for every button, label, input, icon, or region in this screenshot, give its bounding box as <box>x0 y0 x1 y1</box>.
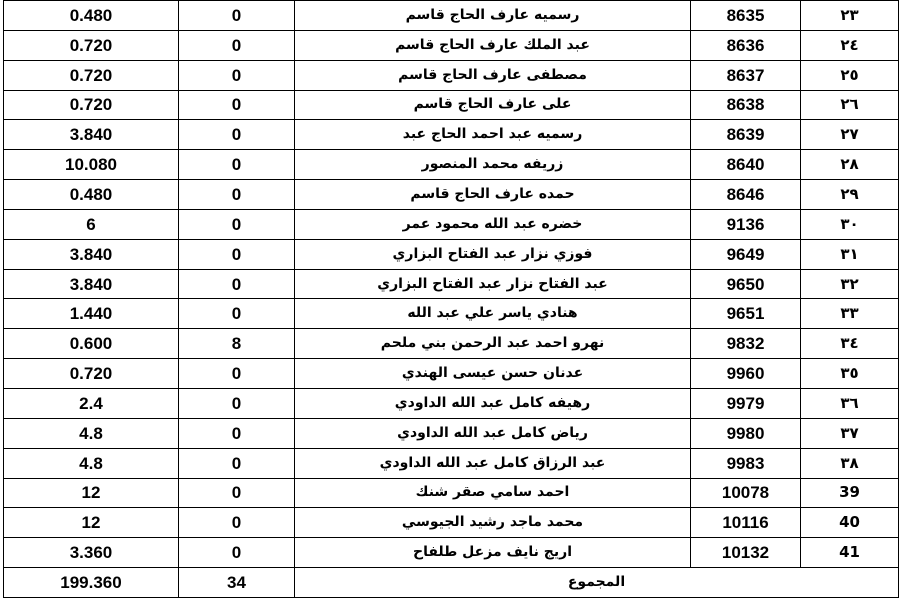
name-cell: عبد الفتاح نزار عبد الفتاح البزاري <box>295 269 691 299</box>
amount-cell: 0.720 <box>4 90 179 120</box>
amount-cell: 3.840 <box>4 120 179 150</box>
name-cell: احمد سامي صقر شنك <box>295 478 691 508</box>
table-row <box>4 299 899 329</box>
name-cell: رهيفه كامل عبد الله الداودي <box>295 388 691 418</box>
id-cell: 10132 <box>691 538 801 568</box>
count-cell: 0 <box>179 359 295 389</box>
table-row <box>4 90 899 120</box>
name-cell: على عارف الحاج قاسم <box>295 90 691 120</box>
table-body <box>4 1 899 598</box>
amount-cell: 6 <box>4 209 179 239</box>
total-amount-cell: 199.360 <box>4 568 179 598</box>
name-cell: رسميه عارف الحاج قاسم <box>295 1 691 31</box>
table-row <box>4 30 899 60</box>
count-cell: 0 <box>179 209 295 239</box>
seq-cell: ٣١ <box>801 239 899 269</box>
table-row <box>4 180 899 210</box>
id-cell: 9651 <box>691 299 801 329</box>
name-cell: عبد الرزاق كامل عبد الله الداودي <box>295 448 691 478</box>
amount-cell: 1.440 <box>4 299 179 329</box>
seq-cell: ٢٩ <box>801 180 899 210</box>
table-row <box>4 120 899 150</box>
seq-cell: ٣٧ <box>801 418 899 448</box>
table-row <box>4 538 899 568</box>
count-cell: 0 <box>179 478 295 508</box>
seq-cell: ٣٨ <box>801 448 899 478</box>
amount-cell: 3.360 <box>4 538 179 568</box>
id-cell: 10078 <box>691 478 801 508</box>
amount-cell: 0.720 <box>4 60 179 90</box>
id-cell: 9650 <box>691 269 801 299</box>
name-cell: عبد الملك عارف الحاج قاسم <box>295 30 691 60</box>
seq-cell: 41 <box>801 538 899 568</box>
land-shares-table <box>3 0 899 598</box>
table-row <box>4 269 899 299</box>
id-cell: 9983 <box>691 448 801 478</box>
total-count-cell: 34 <box>179 568 295 598</box>
count-cell: 0 <box>179 1 295 31</box>
seq-cell: ٣٥ <box>801 359 899 389</box>
count-cell: 0 <box>179 418 295 448</box>
amount-cell: 0.720 <box>4 30 179 60</box>
total-label-cell: المجموع <box>295 568 899 598</box>
table-row <box>4 60 899 90</box>
amount-cell: 12 <box>4 508 179 538</box>
count-cell: 0 <box>179 60 295 90</box>
id-cell: 8639 <box>691 120 801 150</box>
seq-cell: ٢٣ <box>801 1 899 31</box>
count-cell: 0 <box>179 448 295 478</box>
table-row <box>4 239 899 269</box>
id-cell: 8640 <box>691 150 801 180</box>
table-row <box>4 1 899 31</box>
id-cell: 9832 <box>691 329 801 359</box>
name-cell: عدنان حسن عيسى الهندي <box>295 359 691 389</box>
count-cell: 0 <box>179 180 295 210</box>
id-cell: 9649 <box>691 239 801 269</box>
seq-cell: ٢٥ <box>801 60 899 90</box>
id-cell: 9980 <box>691 418 801 448</box>
seq-cell: 40 <box>801 508 899 538</box>
name-cell: حمده عارف الحاج قاسم <box>295 180 691 210</box>
table-row <box>4 418 899 448</box>
seq-cell: ٣٦ <box>801 388 899 418</box>
count-cell: 0 <box>179 239 295 269</box>
table-row <box>4 448 899 478</box>
amount-cell: 10.080 <box>4 150 179 180</box>
amount-cell: 4.8 <box>4 448 179 478</box>
total-row <box>4 568 899 598</box>
count-cell: 0 <box>179 538 295 568</box>
count-cell: 8 <box>179 329 295 359</box>
table-row <box>4 209 899 239</box>
name-cell: اريج نايف مزعل طلفاح <box>295 538 691 568</box>
seq-cell: ٢٦ <box>801 90 899 120</box>
name-cell: خضره عبد الله محمود عمر <box>295 209 691 239</box>
name-cell: هنادي ياسر علي عبد الله <box>295 299 691 329</box>
seq-cell: ٣٣ <box>801 299 899 329</box>
count-cell: 0 <box>179 269 295 299</box>
name-cell: محمد ماجد رشيد الجيوسي <box>295 508 691 538</box>
count-cell: 0 <box>179 30 295 60</box>
id-cell: 8637 <box>691 60 801 90</box>
count-cell: 0 <box>179 508 295 538</box>
seq-cell: ٢٧ <box>801 120 899 150</box>
id-cell: 9960 <box>691 359 801 389</box>
seq-cell: ٢٨ <box>801 150 899 180</box>
name-cell: نهرو احمد عبد الرحمن بني ملحم <box>295 329 691 359</box>
id-cell: 9979 <box>691 388 801 418</box>
amount-cell: 12 <box>4 478 179 508</box>
seq-cell: ٣٤ <box>801 329 899 359</box>
count-cell: 0 <box>179 150 295 180</box>
id-cell: 8635 <box>691 1 801 31</box>
table-row <box>4 329 899 359</box>
name-cell: زريفه محمد المنصور <box>295 150 691 180</box>
count-cell: 0 <box>179 120 295 150</box>
id-cell: 8636 <box>691 30 801 60</box>
name-cell: فوزي نزار عبد الفتاح البزاري <box>295 239 691 269</box>
id-cell: 8638 <box>691 90 801 120</box>
id-cell: 8646 <box>691 180 801 210</box>
count-cell: 0 <box>179 299 295 329</box>
name-cell: مصطفى عارف الحاج قاسم <box>295 60 691 90</box>
table-row <box>4 388 899 418</box>
seq-cell: 39 <box>801 478 899 508</box>
amount-cell: 0.600 <box>4 329 179 359</box>
seq-cell: ٣٢ <box>801 269 899 299</box>
table-row <box>4 478 899 508</box>
amount-cell: 4.8 <box>4 418 179 448</box>
amount-cell: 2.4 <box>4 388 179 418</box>
count-cell: 0 <box>179 90 295 120</box>
amount-cell: 0.720 <box>4 359 179 389</box>
table-row <box>4 150 899 180</box>
table-row <box>4 359 899 389</box>
amount-cell: 0.480 <box>4 1 179 31</box>
name-cell: رياض كامل عبد الله الداودي <box>295 418 691 448</box>
amount-cell: 0.480 <box>4 180 179 210</box>
table-row <box>4 508 899 538</box>
seq-cell: ٣٠ <box>801 209 899 239</box>
amount-cell: 3.840 <box>4 239 179 269</box>
id-cell: 10116 <box>691 508 801 538</box>
count-cell: 0 <box>179 388 295 418</box>
amount-cell: 3.840 <box>4 269 179 299</box>
id-cell: 9136 <box>691 209 801 239</box>
seq-cell: ٢٤ <box>801 30 899 60</box>
name-cell: رسميه عبد احمد الحاج عبد <box>295 120 691 150</box>
